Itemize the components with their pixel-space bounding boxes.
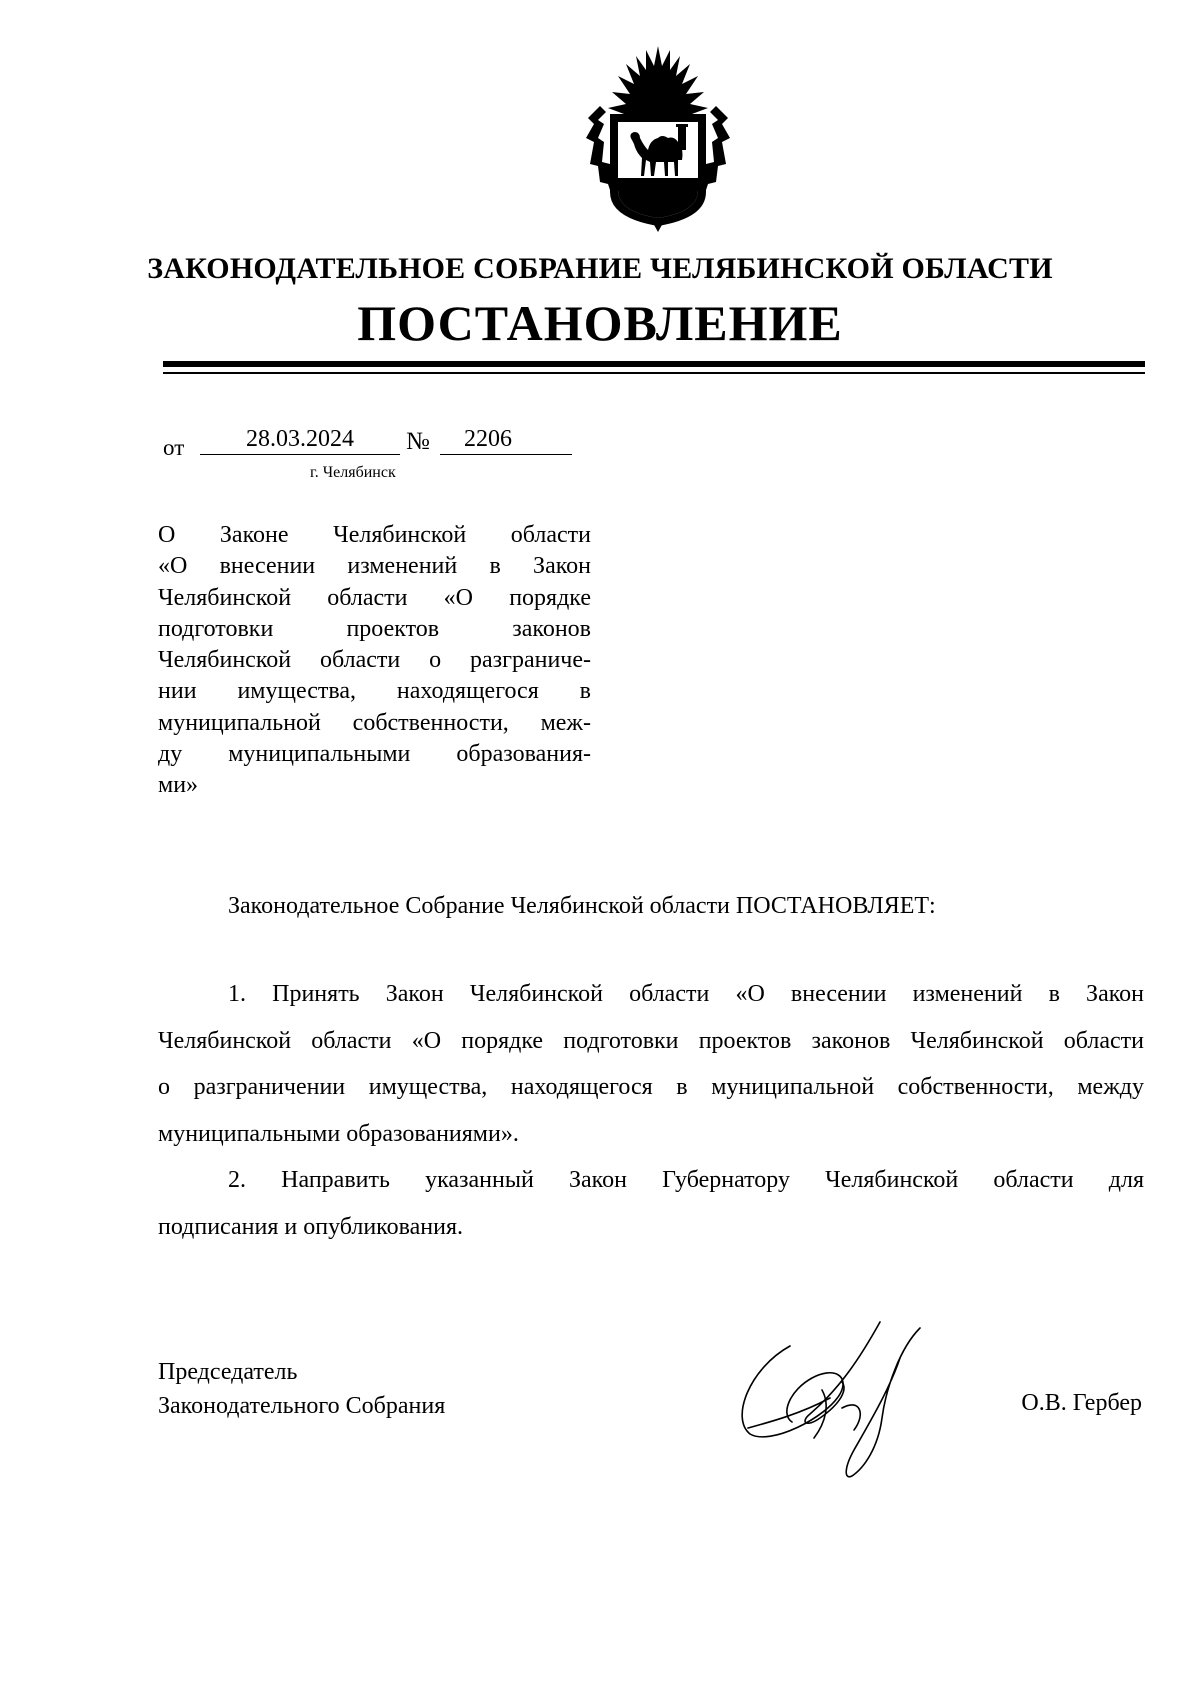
coat-of-arms-icon <box>578 42 738 238</box>
subject-line: нии имущества, находящегося в <box>158 678 591 705</box>
number-label: № <box>406 428 430 455</box>
signatory-position-line: Законодательного Собрания <box>158 1393 446 1419</box>
body-line: 1. Принять Закон Челябинской области «О внесении изменений в Закон <box>228 981 1144 1007</box>
subject-line: Челябинской области о разграниче- <box>158 647 591 674</box>
document-type: ПОСТАНОВЛЕНИЕ <box>357 295 843 351</box>
subject-line: подготовки проектов законов <box>158 615 591 642</box>
signatory-position-line: Председатель <box>158 1359 298 1385</box>
subject-line: ду муниципальными образования- <box>158 741 591 768</box>
body-line: Челябинской области «О порядке подготовки проектов законов Челябинской области <box>158 1027 1144 1054</box>
document-place: г. Челябинск <box>310 464 396 481</box>
subject-line: О Законе Челябинской области <box>158 522 591 548</box>
document-number-field <box>440 424 572 455</box>
signatory-name: О.В. Гербер <box>1021 1390 1142 1416</box>
document-date: 28.03.2024 <box>200 424 400 455</box>
signatory-position <box>158 1355 445 1423</box>
body-line: о разграничении имущества, находящегося в муниципальной собственности, между <box>158 1074 1144 1100</box>
document-number: 2206 <box>464 426 512 452</box>
date-label: от <box>163 435 185 460</box>
subject-line: Челябинской области «О порядке <box>158 584 591 611</box>
organization-name: ЗАКОНОДАТЕЛЬНОЕ СОБРАНИЕ ЧЕЛЯБИНСКОЙ ОБЛАСТИ <box>147 252 1053 285</box>
header-divider-thin <box>163 372 1145 374</box>
resolves-statement: Законодательное Собрание Челябинской области ПОСТАНОВЛЯЕТ: <box>228 893 936 919</box>
subject-line: «О внесении изменений в Закон <box>158 553 591 580</box>
resolution-body <box>158 979 1144 1258</box>
header-divider-thick <box>163 361 1145 367</box>
handwritten-signature <box>730 1318 950 1478</box>
subject-line: муниципальной собственности, меж- <box>158 709 591 736</box>
body-line: 2. Направить указанный Закон Губернатору Челябинской области для <box>228 1167 1144 1193</box>
body-line: муниципальными образованиями». <box>158 1120 519 1147</box>
document-subject <box>158 520 591 802</box>
body-line: подписания и опубликования. <box>158 1213 464 1240</box>
subject-line: ми» <box>158 772 199 799</box>
